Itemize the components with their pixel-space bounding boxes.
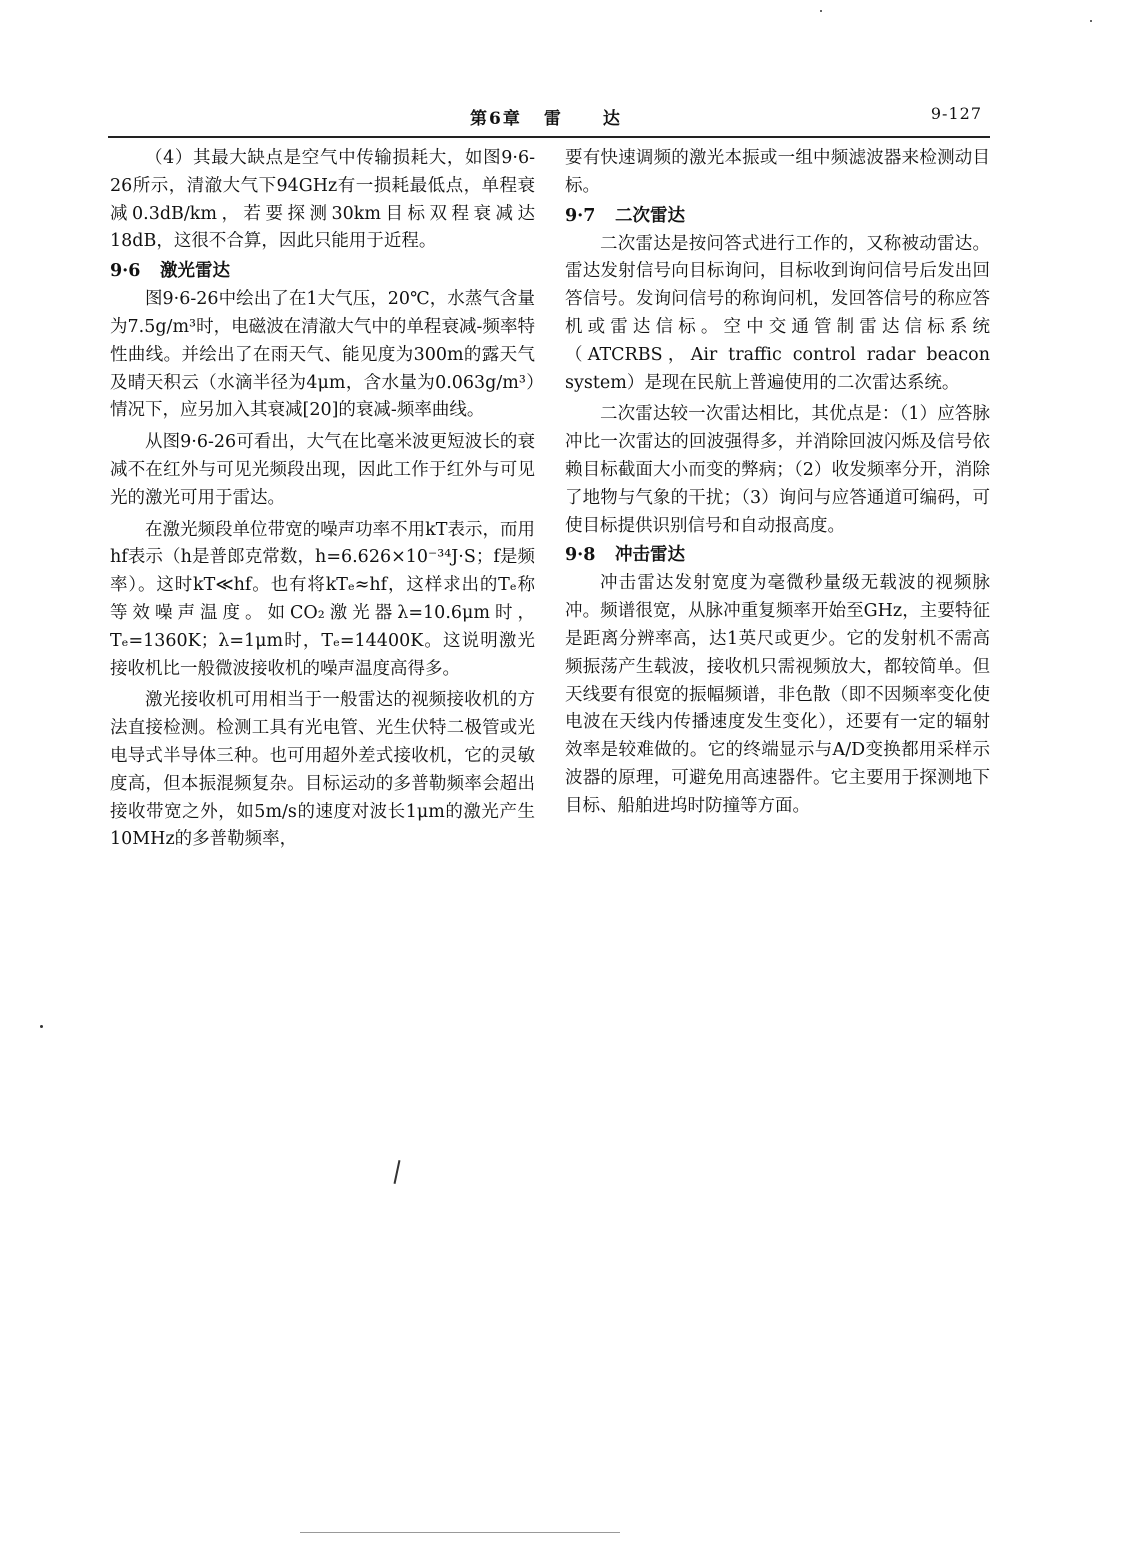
section-number: 9·7 <box>565 205 596 226</box>
paragraph-item-4: （4）其最大缺点是空气中传输损耗大，如图9·6-26所示，清澈大气下94GHz有一损耗最低点，单程衰减0.3dB/km，若要探测30km目标双程衰减达18dB，这很不合算，因此只能用于近程。 <box>110 148 535 252</box>
section-heading-9-7 <box>565 201 990 231</box>
section-title: 激光雷达 <box>160 261 230 282</box>
page-number: 9-127 <box>930 104 982 123</box>
chapter-number: 第6章 <box>470 109 522 129</box>
paragraph: 二次雷达是按问答式进行工作的，又称被动雷达。雷达发射信号向目标询问，目标收到询问信号后发出回答信号。发询问信号的称询问机，发回答信号的称应答机或雷达信标。空中交通管制雷达信标系统（ATCRBS，Air traffic control radar beacon system）是现在民航上普遍使用的二次雷达系统。 <box>565 233 990 393</box>
scan-speck <box>820 10 822 12</box>
paragraph: 激光接收机可用相当于一般雷达的视频接收机的方法直接检测。检测工具有光电管、光生伏特二极管或光电导式半导体三种。也可用超外差式接收机，它的灵敏度高，但本振混频复杂。目标运动的多普勒频率会超出接收带宽之外，如5m/s的速度对波长1μm的激光产生10MHz的多普勒频率， <box>110 690 535 850</box>
chapter-title-char-1: 雷 <box>543 109 563 129</box>
paragraph: 二次雷达较一次雷达相比，其优点是：（1）应答脉冲比一次雷达的回波强得多，并消除回波闪烁及信号依赖目标截面大小而变的弊病；（2）收发频率分开，消除了地物与气象的干扰；（3）询问与应答通道可编码，可使目标提供识别信号和自动报高度。 <box>565 404 990 536</box>
chapter-title-char-2: 达 <box>602 109 622 129</box>
paragraph: 图9·6-26中绘出了在1大气压，20℃，水蒸气含量为7.5g/m³时，电磁波在清澈大气中的单程衰减-频率特性曲线。并绘出了在雨天气、能见度为300m的露天气及晴天积云（水滴半径为4μm，含水量为0.063g/m³）情况下，应另加入其衰减[20]的衰减-频率曲线。 <box>110 289 535 421</box>
paragraph-continued: 要有快速调频的激光本振或一组中频滤波器来检测动目标。 <box>565 148 990 196</box>
scan-mark <box>394 1160 401 1184</box>
scan-speck <box>40 1025 43 1028</box>
left-column <box>110 145 535 854</box>
section-number: 9·8 <box>565 545 596 566</box>
header-rule <box>108 136 990 138</box>
section-title: 二次雷达 <box>615 205 685 226</box>
running-header <box>110 98 990 128</box>
section-number: 9·6 <box>110 261 141 282</box>
paragraph: 冲击雷达发射宽度为毫微秒量级无载波的视频脉冲。频谱很宽，从脉冲重复频率开始至GHz，主要特征是距离分辨率高，达1英尺或更少。它的发射机不需高频振荡产生载波，接收机只需视频放大，都较简单。但天线要有很宽的振幅频谱，非色散（即不因频率变化使电波在天线内传播速度发生变化），还要有一定的辐射效率是较难做的。它的终端显示与A/D变换都用采样示波器的原理，可避免用高速器件。它主要用于探测地下目标、船舶进坞时防撞等方面。 <box>565 573 990 816</box>
right-column <box>565 145 990 821</box>
scan-speck <box>1090 20 1092 22</box>
section-title: 冲击雷达 <box>615 545 685 566</box>
paragraph: 在激光频段单位带宽的噪声功率不用kT表示，而用hf表示（h是普郎克常数，h=6.626×10⁻³⁴J·S；f是频率）。这时kT≪hf。也有将kTₑ≈hf，这样求出的Tₑ称等效噪声温度。如CO₂激光器λ=10.6μm时，Tₑ=1360K；λ=1μm时，Tₑ=14400K。这说明激光接收机比一般微波接收机的噪声温度高得多。 <box>110 519 535 679</box>
scan-line <box>300 1532 620 1533</box>
section-heading-9-8 <box>565 540 990 570</box>
paragraph: 从图9·6-26可看出，大气在比毫米波更短波长的衰减不在红外与可见光频段出现，因此工作于红外与可见光的激光可用于雷达。 <box>110 432 535 508</box>
section-heading-9-6 <box>110 256 535 286</box>
chapter-title <box>470 104 622 129</box>
